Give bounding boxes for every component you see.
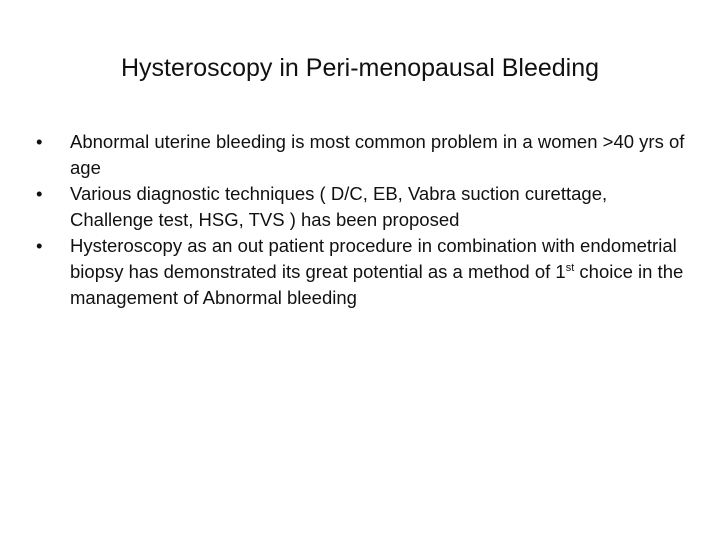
bullet-text-continued: choice in the management of Abnormal bleeding	[70, 261, 684, 308]
bullet-item	[36, 233, 686, 311]
bullet-text: Hysteroscopy as an out patient procedure in combination with endometrial biopsy has demonstrated its great potential as a method of 1	[70, 235, 677, 282]
bullet-marker: •	[36, 235, 43, 256]
bullet-marker: •	[36, 183, 43, 204]
slide-title: Hysteroscopy in Peri-menopausal Bleeding	[120, 54, 600, 82]
ordinal-superscript: st	[565, 261, 575, 274]
bullet-marker: •	[36, 131, 43, 152]
bullet-item	[36, 129, 686, 181]
bullet-text: Various diagnostic techniques ( D/C, EB, Vabra suction curettage, Challenge test, HSG, TVS ) has been proposed	[70, 183, 608, 230]
bullet-list	[36, 129, 686, 311]
bullet-item	[36, 181, 686, 233]
bullet-text: Abnormal uterine bleeding is most common problem in a women >40 yrs of age	[70, 131, 685, 178]
